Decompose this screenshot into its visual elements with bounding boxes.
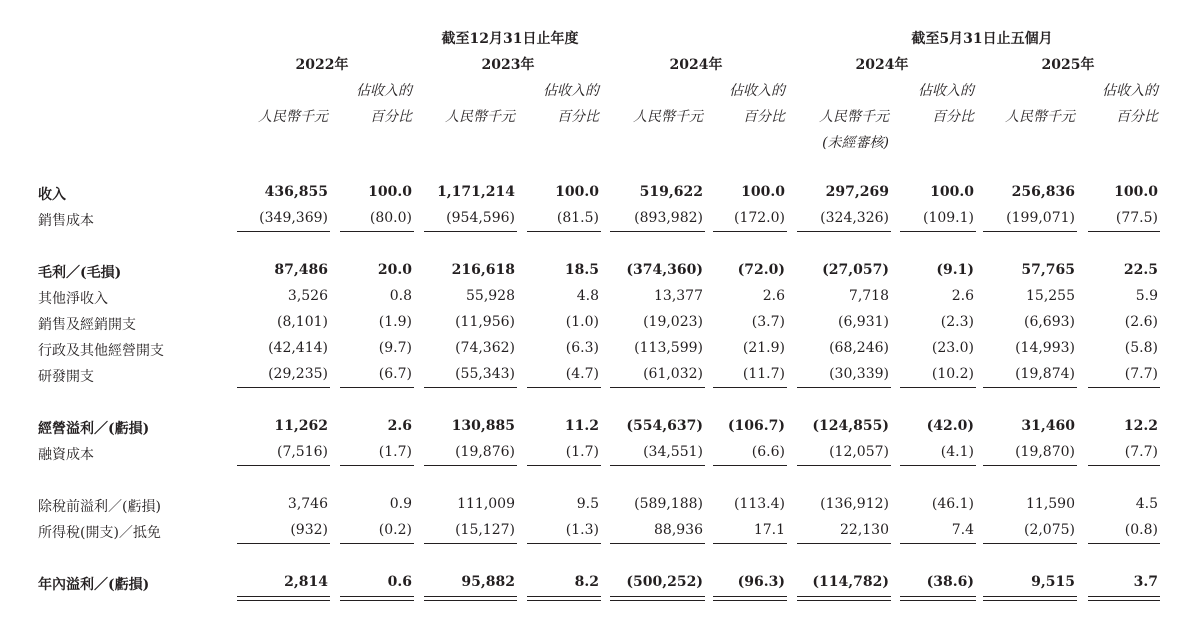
- total-double-rule: [527, 596, 601, 601]
- subtotal-rule: [983, 387, 1077, 388]
- unaudited-note: (未經審核): [822, 135, 889, 151]
- subtotal-rule: [797, 387, 891, 388]
- table-cell: (19,870): [1015, 444, 1075, 460]
- pct-header-line2: 百分比: [743, 109, 785, 125]
- table-cell: (0.8): [1124, 522, 1158, 538]
- table-cell: (1.0): [565, 314, 599, 330]
- subtotal-rule: [1088, 387, 1160, 388]
- table-cell: 95,882: [461, 574, 515, 590]
- pct-header-line1: 佔收入的: [918, 83, 974, 99]
- subtotal-rule: [340, 231, 414, 232]
- table-cell: (106.7): [727, 418, 785, 434]
- subtotal-rule: [983, 465, 1077, 466]
- subtotal-rule: [900, 465, 976, 466]
- table-cell: (6.6): [751, 444, 785, 460]
- table-cell: 256,836: [1011, 184, 1075, 200]
- total-double-rule: [424, 596, 517, 601]
- table-cell: (7.7): [1124, 444, 1158, 460]
- table-cell: (2,075): [1023, 522, 1075, 538]
- row-label: 銷售及經銷開支: [38, 317, 136, 333]
- table-cell: (589,188): [634, 496, 703, 512]
- table-cell: (109.1): [922, 210, 974, 226]
- row-label: 銷售成本: [38, 213, 94, 229]
- pct-header-line1: 佔收入的: [543, 83, 599, 99]
- subtotal-rule: [797, 543, 891, 544]
- subtotal-rule: [1088, 231, 1160, 232]
- table-cell: (19,876): [455, 444, 515, 460]
- table-cell: (6.3): [565, 340, 599, 356]
- table-cell: 100.0: [555, 184, 599, 200]
- table-cell: 12.2: [1123, 418, 1158, 434]
- table-cell: 2,814: [284, 574, 328, 590]
- table-cell: 100.0: [368, 184, 412, 200]
- table-cell: (1.9): [378, 314, 412, 330]
- row-label: 行政及其他經營開支: [38, 343, 164, 359]
- subtotal-rule: [797, 231, 891, 232]
- table-cell: (81.5): [556, 210, 599, 226]
- table-cell: (19,023): [643, 314, 703, 330]
- table-cell: 18.5: [564, 262, 599, 278]
- table-cell: 130,885: [451, 418, 515, 434]
- table-cell: (21.9): [742, 340, 785, 356]
- table-cell: (11,956): [455, 314, 515, 330]
- unit-header: 人民幣千元: [633, 109, 703, 125]
- table-cell: (172.0): [733, 210, 785, 226]
- table-cell: 7,718: [848, 288, 889, 304]
- table-cell: 519,622: [639, 184, 703, 200]
- table-cell: (27,057): [822, 262, 889, 278]
- table-cell: (554,637): [626, 418, 703, 434]
- subtotal-rule: [610, 231, 705, 232]
- table-cell: (199,071): [1006, 210, 1075, 226]
- table-cell: (38.6): [926, 574, 974, 590]
- table-cell: 55,928: [466, 288, 515, 304]
- subtotal-rule: [340, 543, 414, 544]
- subtotal-rule: [527, 543, 601, 544]
- pct-header-line2: 百分比: [1116, 109, 1158, 125]
- table-cell: 7.4: [951, 522, 974, 538]
- subtotal-rule: [610, 465, 705, 466]
- table-cell: 13,377: [654, 288, 703, 304]
- table-cell: 100.0: [1114, 184, 1158, 200]
- table-cell: 87,486: [274, 262, 328, 278]
- subtotal-rule: [900, 387, 976, 388]
- table-cell: (61,032): [643, 366, 703, 382]
- subtotal-rule: [237, 387, 330, 388]
- table-cell: 17.1: [753, 522, 785, 538]
- total-double-rule: [900, 596, 976, 601]
- table-cell: (5.8): [1124, 340, 1158, 356]
- subtotal-rule: [237, 543, 330, 544]
- row-label: 其他淨收入: [38, 291, 108, 307]
- table-cell: (4.1): [940, 444, 974, 460]
- subtotal-rule: [713, 465, 787, 466]
- table-cell: (2.6): [1124, 314, 1158, 330]
- table-cell: (68,246): [829, 340, 889, 356]
- table-cell: 3,526: [287, 288, 328, 304]
- table-cell: (30,339): [829, 366, 889, 382]
- subtotal-rule: [237, 465, 330, 466]
- unit-header: 人民幣千元: [1005, 109, 1075, 125]
- year-header: 2024年: [855, 57, 909, 73]
- table-cell: 297,269: [825, 184, 889, 200]
- subtotal-rule: [424, 465, 517, 466]
- subtotal-rule: [237, 231, 330, 232]
- table-cell: 0.6: [387, 574, 412, 590]
- table-cell: 4.5: [1135, 496, 1158, 512]
- table-cell: 0.8: [389, 288, 412, 304]
- table-cell: (1.3): [565, 522, 599, 538]
- table-cell: (12,057): [829, 444, 889, 460]
- year-header: 2023年: [481, 57, 535, 73]
- table-cell: (124,855): [812, 418, 889, 434]
- table-cell: (932): [290, 522, 328, 538]
- total-double-rule: [237, 596, 330, 601]
- table-cell: (893,982): [634, 210, 703, 226]
- subtotal-rule: [340, 387, 414, 388]
- table-cell: (3.7): [751, 314, 785, 330]
- table-cell: (114,782): [812, 574, 889, 590]
- table-cell: 57,765: [1021, 262, 1075, 278]
- table-cell: (74,362): [455, 340, 515, 356]
- table-cell: (29,235): [268, 366, 328, 382]
- row-label: 研發開支: [38, 369, 94, 385]
- group-header-five-months: 截至5月31日止五個月: [911, 31, 1053, 47]
- subtotal-rule: [900, 543, 976, 544]
- table-cell: 100.0: [930, 184, 974, 200]
- table-cell: (72.0): [737, 262, 785, 278]
- subtotal-rule: [1088, 543, 1160, 544]
- subtotal-rule: [713, 231, 787, 232]
- table-cell: (6,693): [1023, 314, 1075, 330]
- table-cell: (6,931): [837, 314, 889, 330]
- row-label: 收入: [38, 187, 66, 203]
- table-cell: 1,171,214: [437, 184, 515, 200]
- table-cell: 8.2: [574, 574, 599, 590]
- table-cell: (19,874): [1015, 366, 1075, 382]
- table-cell: (14,993): [1015, 340, 1075, 356]
- table-cell: 5.9: [1135, 288, 1158, 304]
- table-cell: (9.1): [936, 262, 974, 278]
- table-cell: 22.5: [1123, 262, 1158, 278]
- year-header: 2025年: [1041, 57, 1095, 73]
- table-cell: 2.6: [951, 288, 974, 304]
- total-double-rule: [610, 596, 705, 601]
- row-label: 融資成本: [38, 447, 94, 463]
- table-cell: 11,590: [1026, 496, 1075, 512]
- subtotal-rule: [1088, 465, 1160, 466]
- table-cell: 3.7: [1133, 574, 1158, 590]
- subtotal-rule: [527, 465, 601, 466]
- table-cell: 9,515: [1031, 574, 1075, 590]
- subtotal-rule: [983, 231, 1077, 232]
- table-cell: (374,360): [626, 262, 703, 278]
- table-cell: 9.5: [576, 496, 599, 512]
- table-cell: (23.0): [931, 340, 974, 356]
- unit-header: 人民幣千元: [445, 109, 515, 125]
- subtotal-rule: [900, 231, 976, 232]
- table-cell: (954,596): [446, 210, 515, 226]
- table-cell: 15,255: [1026, 288, 1075, 304]
- subtotal-rule: [610, 543, 705, 544]
- total-double-rule: [983, 596, 1077, 601]
- table-cell: (2.3): [940, 314, 974, 330]
- table-cell: (324,326): [820, 210, 889, 226]
- subtotal-rule: [424, 543, 517, 544]
- table-cell: (15,127): [455, 522, 515, 538]
- table-cell: 216,618: [451, 262, 515, 278]
- row-label: 年內溢利／(虧損): [38, 577, 150, 593]
- subtotal-rule: [424, 387, 517, 388]
- table-cell: 2.6: [387, 418, 412, 434]
- table-cell: 20.0: [377, 262, 412, 278]
- year-header: 2024年: [669, 57, 723, 73]
- table-cell: (10.2): [931, 366, 974, 382]
- table-cell: 436,855: [264, 184, 328, 200]
- table-cell: (6.7): [378, 366, 412, 382]
- table-cell: (4.7): [565, 366, 599, 382]
- table-cell: (0.2): [378, 522, 412, 538]
- subtotal-rule: [527, 231, 601, 232]
- row-label: 除稅前溢利／(虧損): [38, 499, 161, 515]
- table-cell: 11.2: [564, 418, 599, 434]
- table-cell: (11.7): [742, 366, 785, 382]
- pct-header-line2: 百分比: [557, 109, 599, 125]
- table-cell: (55,343): [455, 366, 515, 382]
- pct-header-line2: 百分比: [370, 109, 412, 125]
- row-label: 毛利／(毛損): [38, 265, 122, 281]
- table-cell: (113,599): [634, 340, 703, 356]
- total-double-rule: [1088, 596, 1160, 601]
- subtotal-rule: [983, 543, 1077, 544]
- row-label: 所得稅(開支)／抵免: [38, 525, 161, 541]
- pct-header-line2: 百分比: [932, 109, 974, 125]
- total-double-rule: [713, 596, 787, 601]
- subtotal-rule: [610, 387, 705, 388]
- table-cell: (7.7): [1124, 366, 1158, 382]
- subtotal-rule: [527, 387, 601, 388]
- table-cell: (42.0): [926, 418, 974, 434]
- table-cell: (113.4): [733, 496, 785, 512]
- subtotal-rule: [424, 231, 517, 232]
- pct-header-line1: 佔收入的: [356, 83, 412, 99]
- table-cell: (9.7): [378, 340, 412, 356]
- table-cell: (1.7): [565, 444, 599, 460]
- table-cell: 111,009: [457, 496, 515, 512]
- table-cell: (500,252): [626, 574, 703, 590]
- table-cell: (96.3): [737, 574, 785, 590]
- table-cell: (136,912): [820, 496, 889, 512]
- table-cell: (34,551): [643, 444, 703, 460]
- table-cell: 0.9: [389, 496, 412, 512]
- table-cell: 4.8: [576, 288, 599, 304]
- table-cell: 100.0: [741, 184, 785, 200]
- table-cell: 3,746: [287, 496, 328, 512]
- table-cell: (1.7): [378, 444, 412, 460]
- year-header: 2022年: [295, 57, 349, 73]
- unit-header: 人民幣千元: [819, 109, 889, 125]
- row-label: 經營溢利／(虧損): [38, 421, 150, 437]
- table-cell: 2.6: [762, 288, 785, 304]
- table-cell: (46.1): [931, 496, 974, 512]
- table-cell: (42,414): [268, 340, 328, 356]
- subtotal-rule: [340, 465, 414, 466]
- pct-header-line1: 佔收入的: [1102, 83, 1158, 99]
- table-cell: 88,936: [654, 522, 703, 538]
- unit-header: 人民幣千元: [258, 109, 328, 125]
- table-cell: (8,101): [276, 314, 328, 330]
- group-header-full-year: 截至12月31日止年度: [441, 31, 579, 47]
- pct-header-line1: 佔收入的: [729, 83, 785, 99]
- table-cell: (7,516): [276, 444, 328, 460]
- total-double-rule: [340, 596, 414, 601]
- total-double-rule: [797, 596, 891, 601]
- table-cell: 22,130: [840, 522, 889, 538]
- table-cell: (77.5): [1115, 210, 1158, 226]
- table-cell: 31,460: [1021, 418, 1075, 434]
- subtotal-rule: [713, 387, 787, 388]
- table-cell: (80.0): [369, 210, 412, 226]
- subtotal-rule: [713, 543, 787, 544]
- table-cell: (349,369): [259, 210, 328, 226]
- table-cell: 11,262: [274, 418, 328, 434]
- subtotal-rule: [797, 465, 891, 466]
